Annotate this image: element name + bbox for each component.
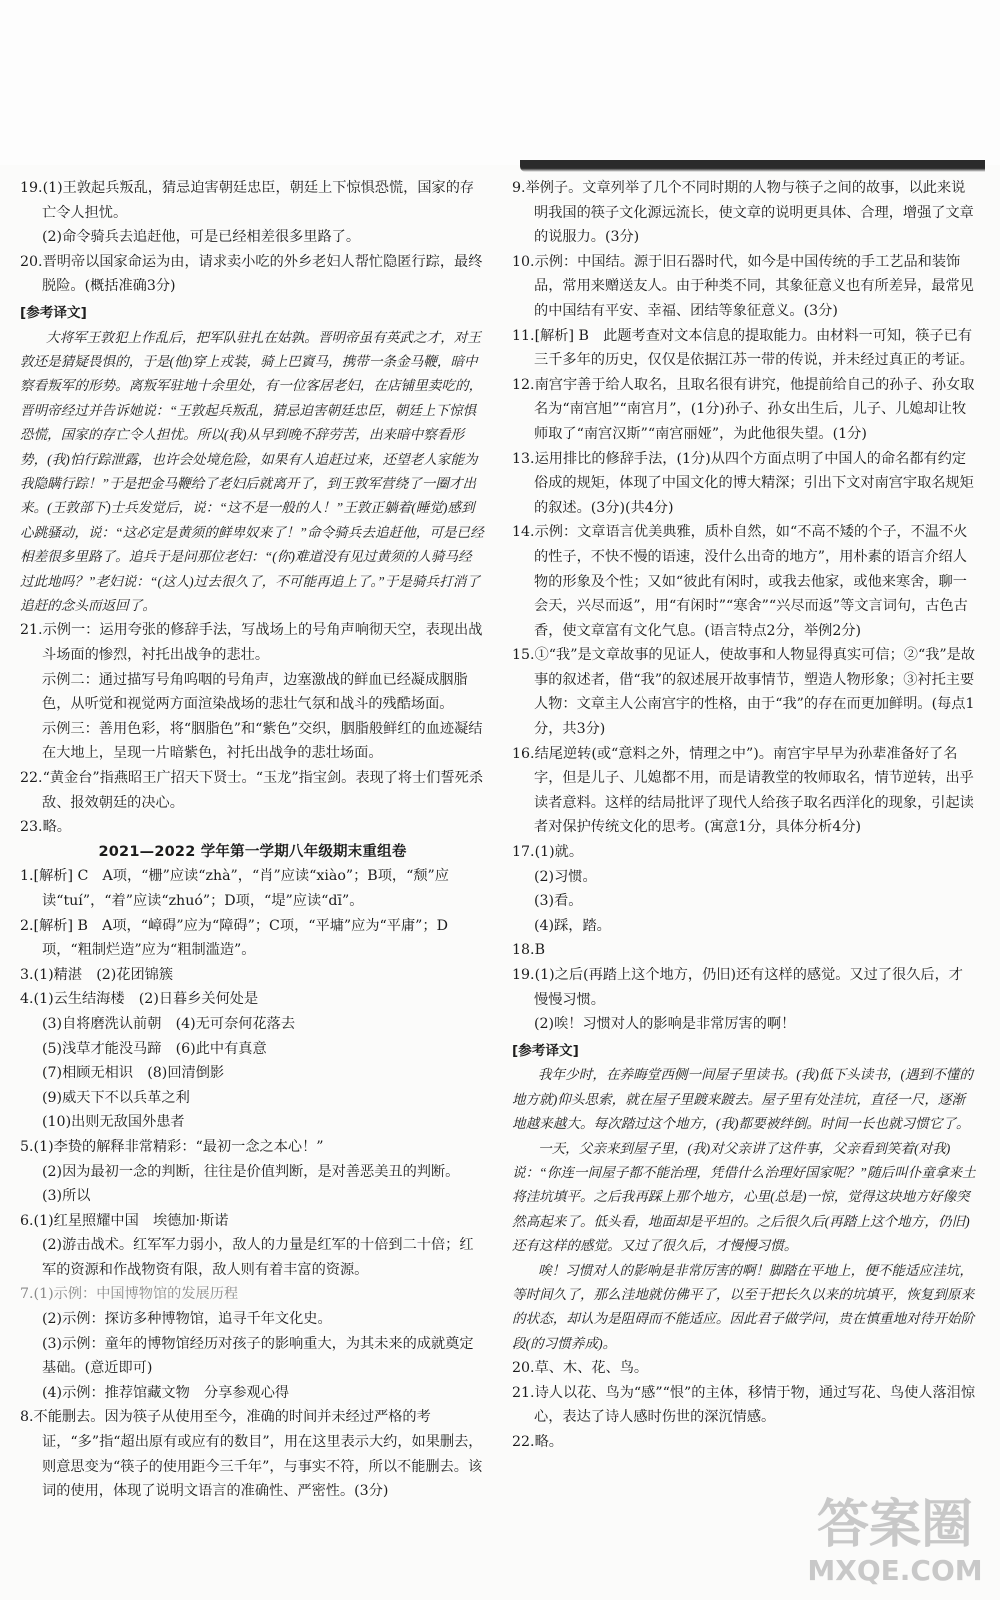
- answer-20: 20.草、木、花、鸟。: [512, 1360, 649, 1377]
- answer-6: 6.(1)红星照耀中国 埃德加·斯诺: [20, 1212, 229, 1229]
- answer-19-2: (2)命令骑兵去追赶他，可是已经相差很多里路了。: [42, 229, 361, 246]
- answer-4-line: (3)自将磨洗认前朝 (4)无可奈何花落去: [42, 1015, 296, 1032]
- answer-21-example-2: 示例二：通过描写号角呜咽的号角声，边塞激战的鲜血已经凝成胭脂色，从听觉和视觉两方面渲染战场的悲壮气氛和战斗的残酷场面。: [42, 671, 468, 713]
- answer-1: 1.[解析] C A项，“栅”应读“zhà”，“肖”应读“xiào”；B项，“颓”应读“tuí”，“着”应读“zhuó”；D项，“堤”应读“dī”。: [20, 868, 449, 909]
- answer-9: 9.举例子。文章列举了几个不同时期的人物与筷子之间的故事，以此来说明我国的筷子文化源远流长，使文章的说明更具体、合理，增强了文章的说服力。(3分): [512, 180, 974, 246]
- answer-2: 2.[解析] B A项，“嶂碍”应为“障碍”；C项，“平墉”应为“平庸”；D项，“粗制烂造”应为“粗制滥造”。: [20, 917, 448, 959]
- left-column: [20, 176, 485, 1504]
- answer-20: 20.晋明帝以国家命运为由，请求卖小吃的外乡老妇人帮忙隐匿行踪，最终脱险。(概括准确3分): [20, 253, 483, 295]
- answer-10: 10.示例：中国结。源于旧石器时代，如今是中国传统的手工艺品和装饰品，常用来赠送友人。由于种类不同，其象征意义也有所差异，最常见的中国结有平安、幸福、团结等象征意义。(3分): [512, 253, 974, 319]
- right-column: [512, 176, 977, 1455]
- answer-21-example-3: 示例三：善用色彩，将“胭脂色”和“紫色”交织，胭脂般鲜红的血迹凝结在大地上，呈现一片暗紫色，衬托出战争的悲壮场面。: [42, 720, 483, 762]
- answer-7: 7.(1)示例：中国博物馆的发展历程: [20, 1286, 239, 1303]
- watermark-logo-text: 答案圈: [816, 1495, 974, 1555]
- header-rule: [520, 160, 985, 172]
- answer-3: 3.(1)精湛 (2)花团锦簇: [20, 966, 174, 983]
- answer-4-line: (9)威天下不以兵革之利: [42, 1089, 190, 1106]
- section-title: 2021—2022 学年第一学期八年级期末重组卷: [98, 843, 407, 860]
- answer-7-line: (4)示例：推荐馆藏文物 分享参观心得: [42, 1384, 290, 1401]
- reference-translation-text: 大将军王敦犯上作乱后，把军队驻扎在姑孰。晋明帝虽有英武之才，对王敦还是猜疑畏惧的，于是(他)穿上戎装，骑上巴賨马，携带一条金马鞭，暗中察看叛军的形势。离叛军驻地十余里处，有一位客居老妇，在店铺里卖吃的，晋明帝经过并告诉她说：“王敦起兵叛乱，猜忌迫害朝廷忠臣，朝廷上下惊惧恐慌，国家的存亡令人担忧。所以(我)从早到晚不辞劳苦，出来暗中察看形势，(我)怕行踪泄露，也许会处境危险，如果有人追赶过来，还望老人家能为我隐瞒行踪！”于是把金马鞭给了老妇后就离开了，到王敦军营绕了一圈才出来。(王敦部下)士兵发觉后，说：“这不是一般的人！”王敦正躺着(睡觉)感到心跳骚动，说：“这必定是黄须的鲜卑奴来了！”命令骑兵去追赶他，可是已经相差很多里路了。追兵于是问那位老妇：“(你)难道没有见过黄须的人骑马经过此地吗？”老妇说：“(这人)过去很久了，不可能再追上了。”于是骑兵打消了追赶的念头而返回了。: [20, 329, 484, 614]
- answer-4: 4.(1)云生结海楼 (2)日暮乡关何处是: [20, 991, 259, 1008]
- reference-translation-paragraph: 我年少时，在养晦堂西侧一间屋子里读书。(我)低下头读书，(遇到不懂的地方就)仰头思索，就在屋子里踱来踱去。屋子里有处洼坑，直径一尺，逐渐地越来越大。每次踏过这个地方，(我)都要被绊倒。时间一长也就习惯它了。: [512, 1067, 973, 1132]
- answer-5: 5.(1)李贽的解释非常精彩：“最初一念之本心！”: [20, 1138, 324, 1155]
- answer-23: 23.略。: [20, 819, 71, 836]
- blank-top-margin: [0, 0, 1000, 165]
- answer-14: 14.示例：文章语言优美典雅，质朴自然，如“不高不矮的个子，不温不火的性子，不快不慢的语速，没什么出奇的地方”，用朴素的语言介绍人物的形象及个性；又如“彼此有闲时，或我去他家，或他来寒舍，聊一会天，兴尽而返”，用“有闲时”“寒舍”“兴尽而返”等文言词句，古色古香，使文章富有文化气息。(语言特点2分，举例2分): [512, 524, 968, 639]
- answer-12: 12.南宫宇善于给人取名，且取名很有讲究，他提前给自己的孙子、孙女取名为“南宫旭”“南宫月”，(1分)孙子、孙女出生后，儿子、儿媳却让牧师取了“南宫汉斯”“南宫丽娅”，为此他很失望。(1分): [512, 376, 975, 442]
- answer-5-line: (2)因为最初一念的判断，往往是价值判断，是对善恶美丑的判断。: [42, 1163, 460, 1180]
- answer-19: 19.(1)王敦起兵叛乱，猜忌迫害朝廷忠臣，朝廷上下惊惧恐慌，国家的存亡令人担忧。: [20, 180, 475, 221]
- answer-15: 15.①“我”是文章故事的见证人，使故事和人物显得真实可信；②“我”是故事的叙述者，借“我”的叙述展开故事情节，塑造人物形象；③衬托主要人物：文章主人公南宫宇的性格，由于“我”的存在而更加鲜明。(每点1分，共3分): [512, 647, 976, 738]
- answer-8: 8.不能删去。因为筷子从使用至今，准确的时间并未经过严格的考证，“多”指“超出原有或应有的数目”，用在这里表示大约，如果删去，则意思变为“筷子的使用距今三千年”，与事实不符，所以不能删去。该词的使用，体现了说明文语言的准确性、严密性。(3分): [20, 1409, 483, 1500]
- reference-translation-paragraph: 唉！习惯对人的影响是非常厉害的啊！脚踏在平地上，便不能适应洼坑，等时间久了，那么洼地就仿佛平了，以至于把长久以来的坑填平，恢复到原来的状态，却认为是阻碍而不能适应。因此君子做学问，贵在慎重地对待开始阶段(的习惯养成)。: [512, 1262, 975, 1351]
- answer-17-line: (2)习惯。: [534, 868, 597, 885]
- answer-21: 21.诗人以花、鸟为“感”“恨”的主体，移情于物，通过写花、鸟使人落泪惊心，表达了诗人感时伤世的深沉情感。: [512, 1384, 976, 1426]
- answer-19: 19.(1)之后(再踏上这个地方，仍旧)还有这样的感觉。又过了很久后，才慢慢习惯。: [512, 967, 963, 1008]
- answer-4-line: (5)浅草才能没马蹄 (6)此中有真意: [42, 1040, 267, 1057]
- answer-22: 22.“黄金台”指燕昭王广招天下贤士。“玉龙”指宝剑。表现了将士们誓死杀敌、报效朝廷的决心。: [20, 770, 484, 811]
- watermark-url: MXQE.COM: [807, 1554, 983, 1587]
- answer-6-line: (2)游击战术。红军军力弱小，敌人的力量是红军的十倍到二十倍；红军的资源和作战物资有限，敌人则有着丰富的资源。: [42, 1237, 474, 1278]
- answer-7-line: (2)示例：探访多种博物馆，追寻千年文化史。: [42, 1311, 332, 1328]
- answer-22: 22.略。: [512, 1434, 563, 1451]
- answer-4-line: (7)相顾无相识 (8)回清倒影: [42, 1065, 225, 1082]
- answer-17-line: (4)踩，踏。: [534, 917, 611, 934]
- answer-11: 11.[解析] B 此题考查对文本信息的提取能力。由材料一可知，筷子已有三千多年的历史，仅仅是依据江苏一带的传说，并未经过真正的考证。: [512, 327, 974, 369]
- answer-5-line: (3)所以: [42, 1188, 91, 1205]
- answer-7-line: (3)示例：童年的博物馆经历对孩子的影响重大，为其未来的成就奠定基础。(意近即可): [42, 1335, 474, 1377]
- answer-4-line: (10)出则无敌国外患者: [42, 1114, 185, 1131]
- answer-17: 17.(1)就。: [512, 844, 584, 861]
- reference-translation-heading: [参考译文]: [512, 1042, 579, 1059]
- watermark-logo: [800, 1480, 990, 1590]
- reference-translation-paragraph: 一天，父亲来到屋子里，(我)对父亲讲了这件事，父亲看到笑着(对我)说：“你连一间屋子都不能治理，凭借什么治理好国家呢？”随后叫仆童拿来土将洼坑填平。之后我再踩上那个地方，心里(总是)一惊，觉得这块地方好像突然高起来了。低头看，地面却是平坦的。之后很久后(再踏上这个地方，仍旧)还有这样的感觉。又过了很久后，才慢慢习惯。: [512, 1140, 976, 1254]
- answer-16: 16.结尾逆转(或“意料之外，情理之中”)。南宫宇早早为孙辈准备好了名字，但是儿子、儿媳都不用，而是请教堂的牧师取名，情节逆转，出乎读者意料。这样的结局批评了现代人给孩子取名西洋化的现象，引起读者对保护传统文化的思考。(寓意1分，具体分析4分): [512, 745, 974, 836]
- answer-21: 21.示例一：运用夸张的修辞手法，写战场上的号角声响彻天空，表现出战斗场面的惨烈，衬托出战争的悲壮。: [20, 622, 483, 664]
- answer-13: 13.运用排比的修辞手法，(1分)从四个方面点明了中国人的命名都有约定俗成的规矩，体现了中国文化的博大精深；引出下文对南宫宇取名规矩的叙述。(3分)(共4分): [512, 450, 974, 516]
- reference-translation-heading: [参考译文]: [20, 304, 87, 321]
- answer-17-line: (3)看。: [534, 893, 583, 910]
- answer-19-2: (2)唉！习惯对人的影响是非常厉害的啊！: [534, 1016, 796, 1033]
- answer-18: 18.B: [512, 942, 546, 959]
